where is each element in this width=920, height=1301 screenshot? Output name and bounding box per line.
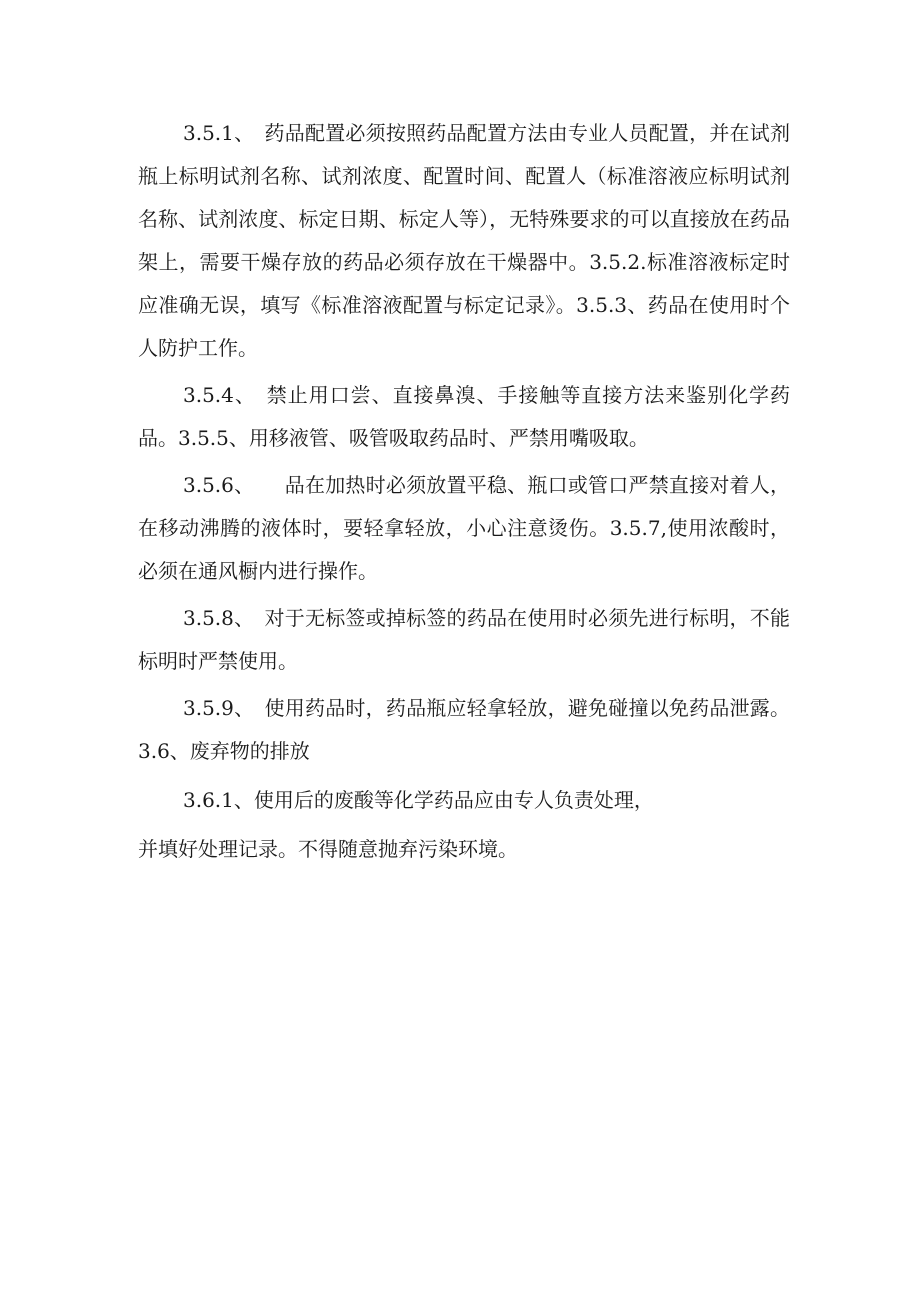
paragraph-3-5-4: 3.5.4、 禁止用口尝、直接鼻溴、手接触等直接方法来鉴别化学药品。3.5.5、用移液管、吸管吸取药品时、严禁用嘴吸取。 xyxy=(138,383,790,450)
document-body xyxy=(138,112,790,871)
paragraph-3-6-1-continued: 并填好处理记录。不得随意抛弃污染环境。 xyxy=(138,837,518,861)
paragraph-3-5-6: 3.5.6、 品在加热时必须放置平稳、瓶口或管口严禁直接对着人，在移动沸腾的液体时，要轻拿轻放，小心注意烫伤。3.5.7,使用浓酸时，必须在通风橱内进行操作。 xyxy=(138,473,790,583)
paragraph-3-5-9: 3.5.9、 使用药品时，药品瓶应轻拿轻放，避免碰撞以免药品泄露。3.6、废弃物的排放 xyxy=(138,696,790,763)
paragraph-3-5-8: 3.5.8、 对于无标签或掉标签的药品在使用时必须先进行标明，不能标明时严禁使用。 xyxy=(138,606,790,673)
paragraph-3-6-1: 3.6.1、使用后的废酸等化学药品应由专人负责处理， xyxy=(183,788,654,812)
paragraph-3-5-1: 3.5.1、 药品配置必须按照药品配置方法由专业人员配置，并在试剂瓶上标明试剂名称、试剂浓度、配置时间、配置人（标准溶液应标明试剂名称、试剂浓度、标定日期、标定人等），无特殊要求的可以直接放在药品架上，需要干燥存放的药品必须存放在干燥器中。3.5.2.标准溶液标定时应准确无误，填写《标准溶液配置与标定记录》。3.5.3、药品在使用时个人防护工作。 xyxy=(138,121,790,360)
